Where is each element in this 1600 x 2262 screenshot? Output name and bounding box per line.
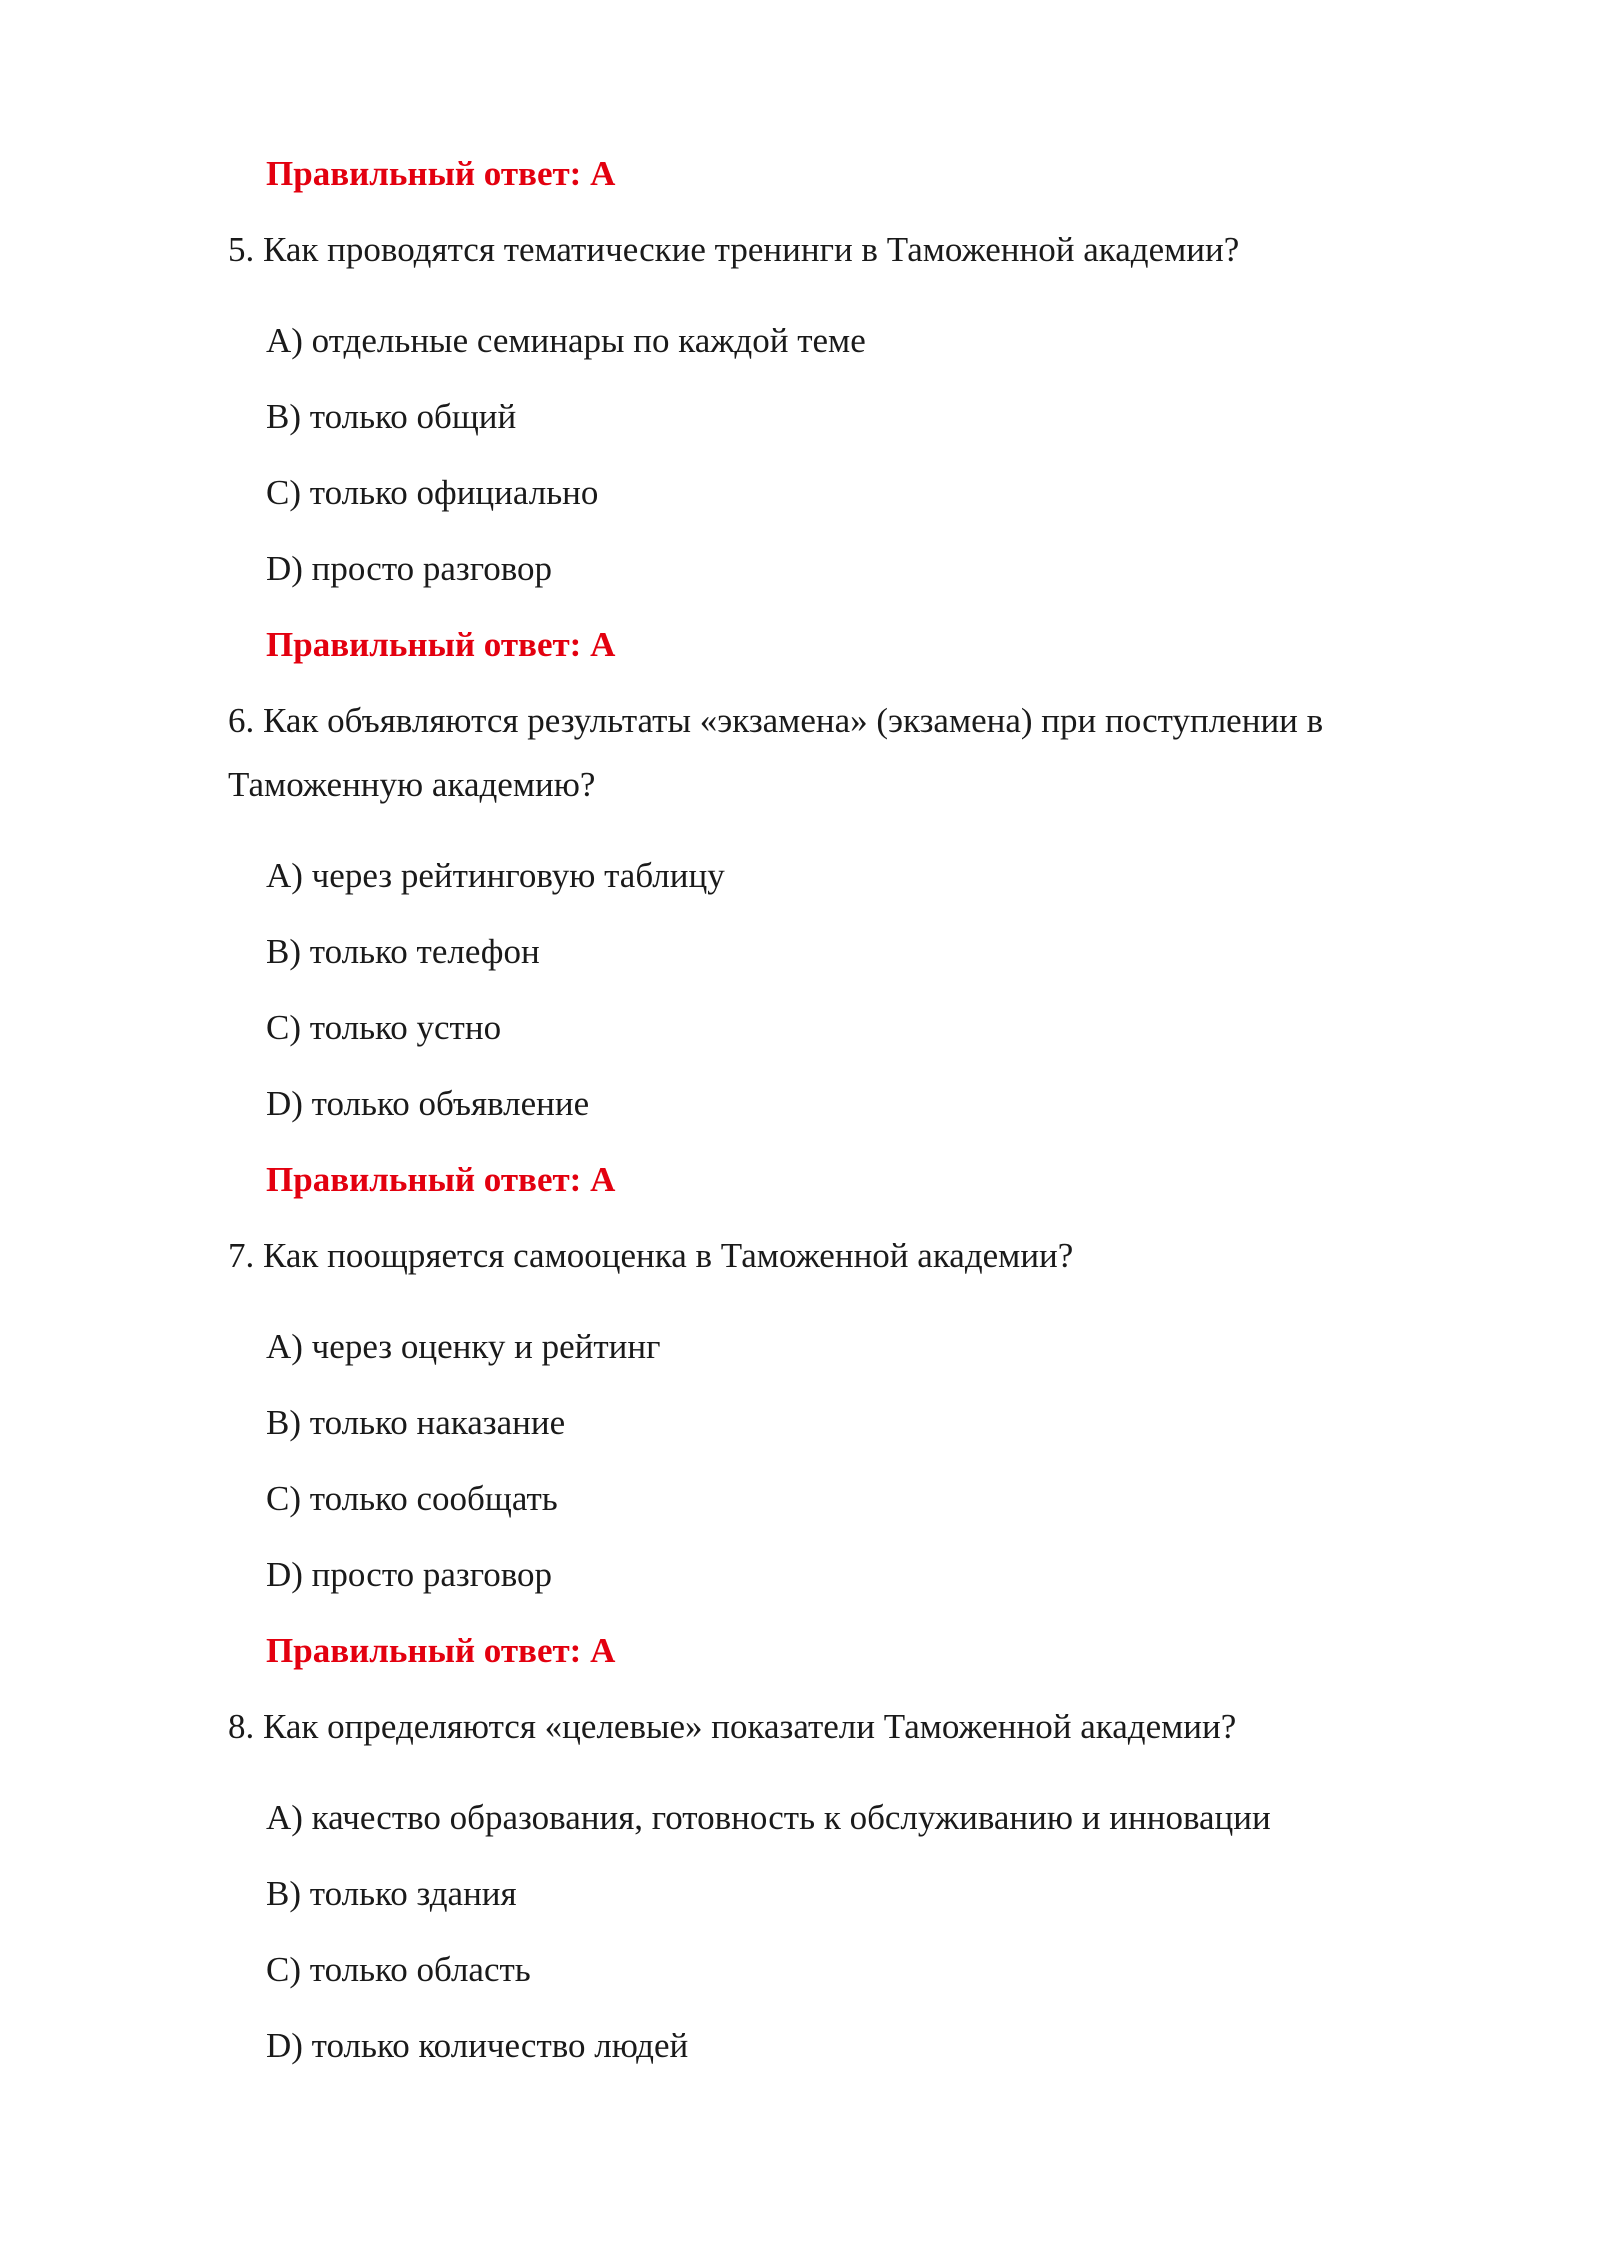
question-8-option-c: C) только область: [266, 1950, 531, 1989]
question-7-option-d: D) просто разговор: [266, 1555, 553, 1594]
question-8: 8. Как определяются «целевые» показатели Таможенной академии?: [228, 1707, 1237, 1746]
question-5: 5. Как проводятся тематические тренинги в Таможенной академии?: [228, 230, 1240, 269]
question-5-option-d: D) просто разговор: [266, 549, 553, 588]
question-7-option-a: A) через оценку и рейтинг: [266, 1327, 661, 1366]
question-5-option-b: B) только общий: [266, 397, 517, 436]
question-7-option-b: B) только наказание: [266, 1403, 566, 1442]
question-7: 7. Как поощряется самооценка в Таможенной академии?: [228, 1236, 1074, 1275]
correct-answer-4: Правильный ответ: A: [266, 154, 616, 193]
question-7-option-c: C) только сообщать: [266, 1479, 558, 1518]
question-6-option-c: C) только устно: [266, 1008, 502, 1047]
question-8-option-b: B) только здания: [266, 1874, 517, 1913]
question-6: 6. Как объявляются результаты «экзамена» (экзамена) при поступлении в: [228, 701, 1324, 740]
correct-answer-7: Правильный ответ: A: [266, 1631, 616, 1670]
question-8-option-a: A) качество образования, готовность к обслуживанию и инновации: [266, 1798, 1271, 1837]
question-8-option-d: D) только количество людей: [266, 2026, 689, 2065]
question-6-option-b: B) только телефон: [266, 932, 540, 971]
question-6-option-d: D) только объявление: [266, 1084, 590, 1123]
question-6-option-a: A) через рейтинговую таблицу: [266, 856, 725, 895]
correct-answer-5: Правильный ответ: A: [266, 625, 616, 664]
question-5-option-a: A) отдельные семинары по каждой теме: [266, 321, 866, 360]
question-6-line-2: Таможенную академию?: [228, 765, 596, 804]
question-5-option-c: C) только официально: [266, 473, 599, 512]
correct-answer-6: Правильный ответ: A: [266, 1160, 616, 1199]
